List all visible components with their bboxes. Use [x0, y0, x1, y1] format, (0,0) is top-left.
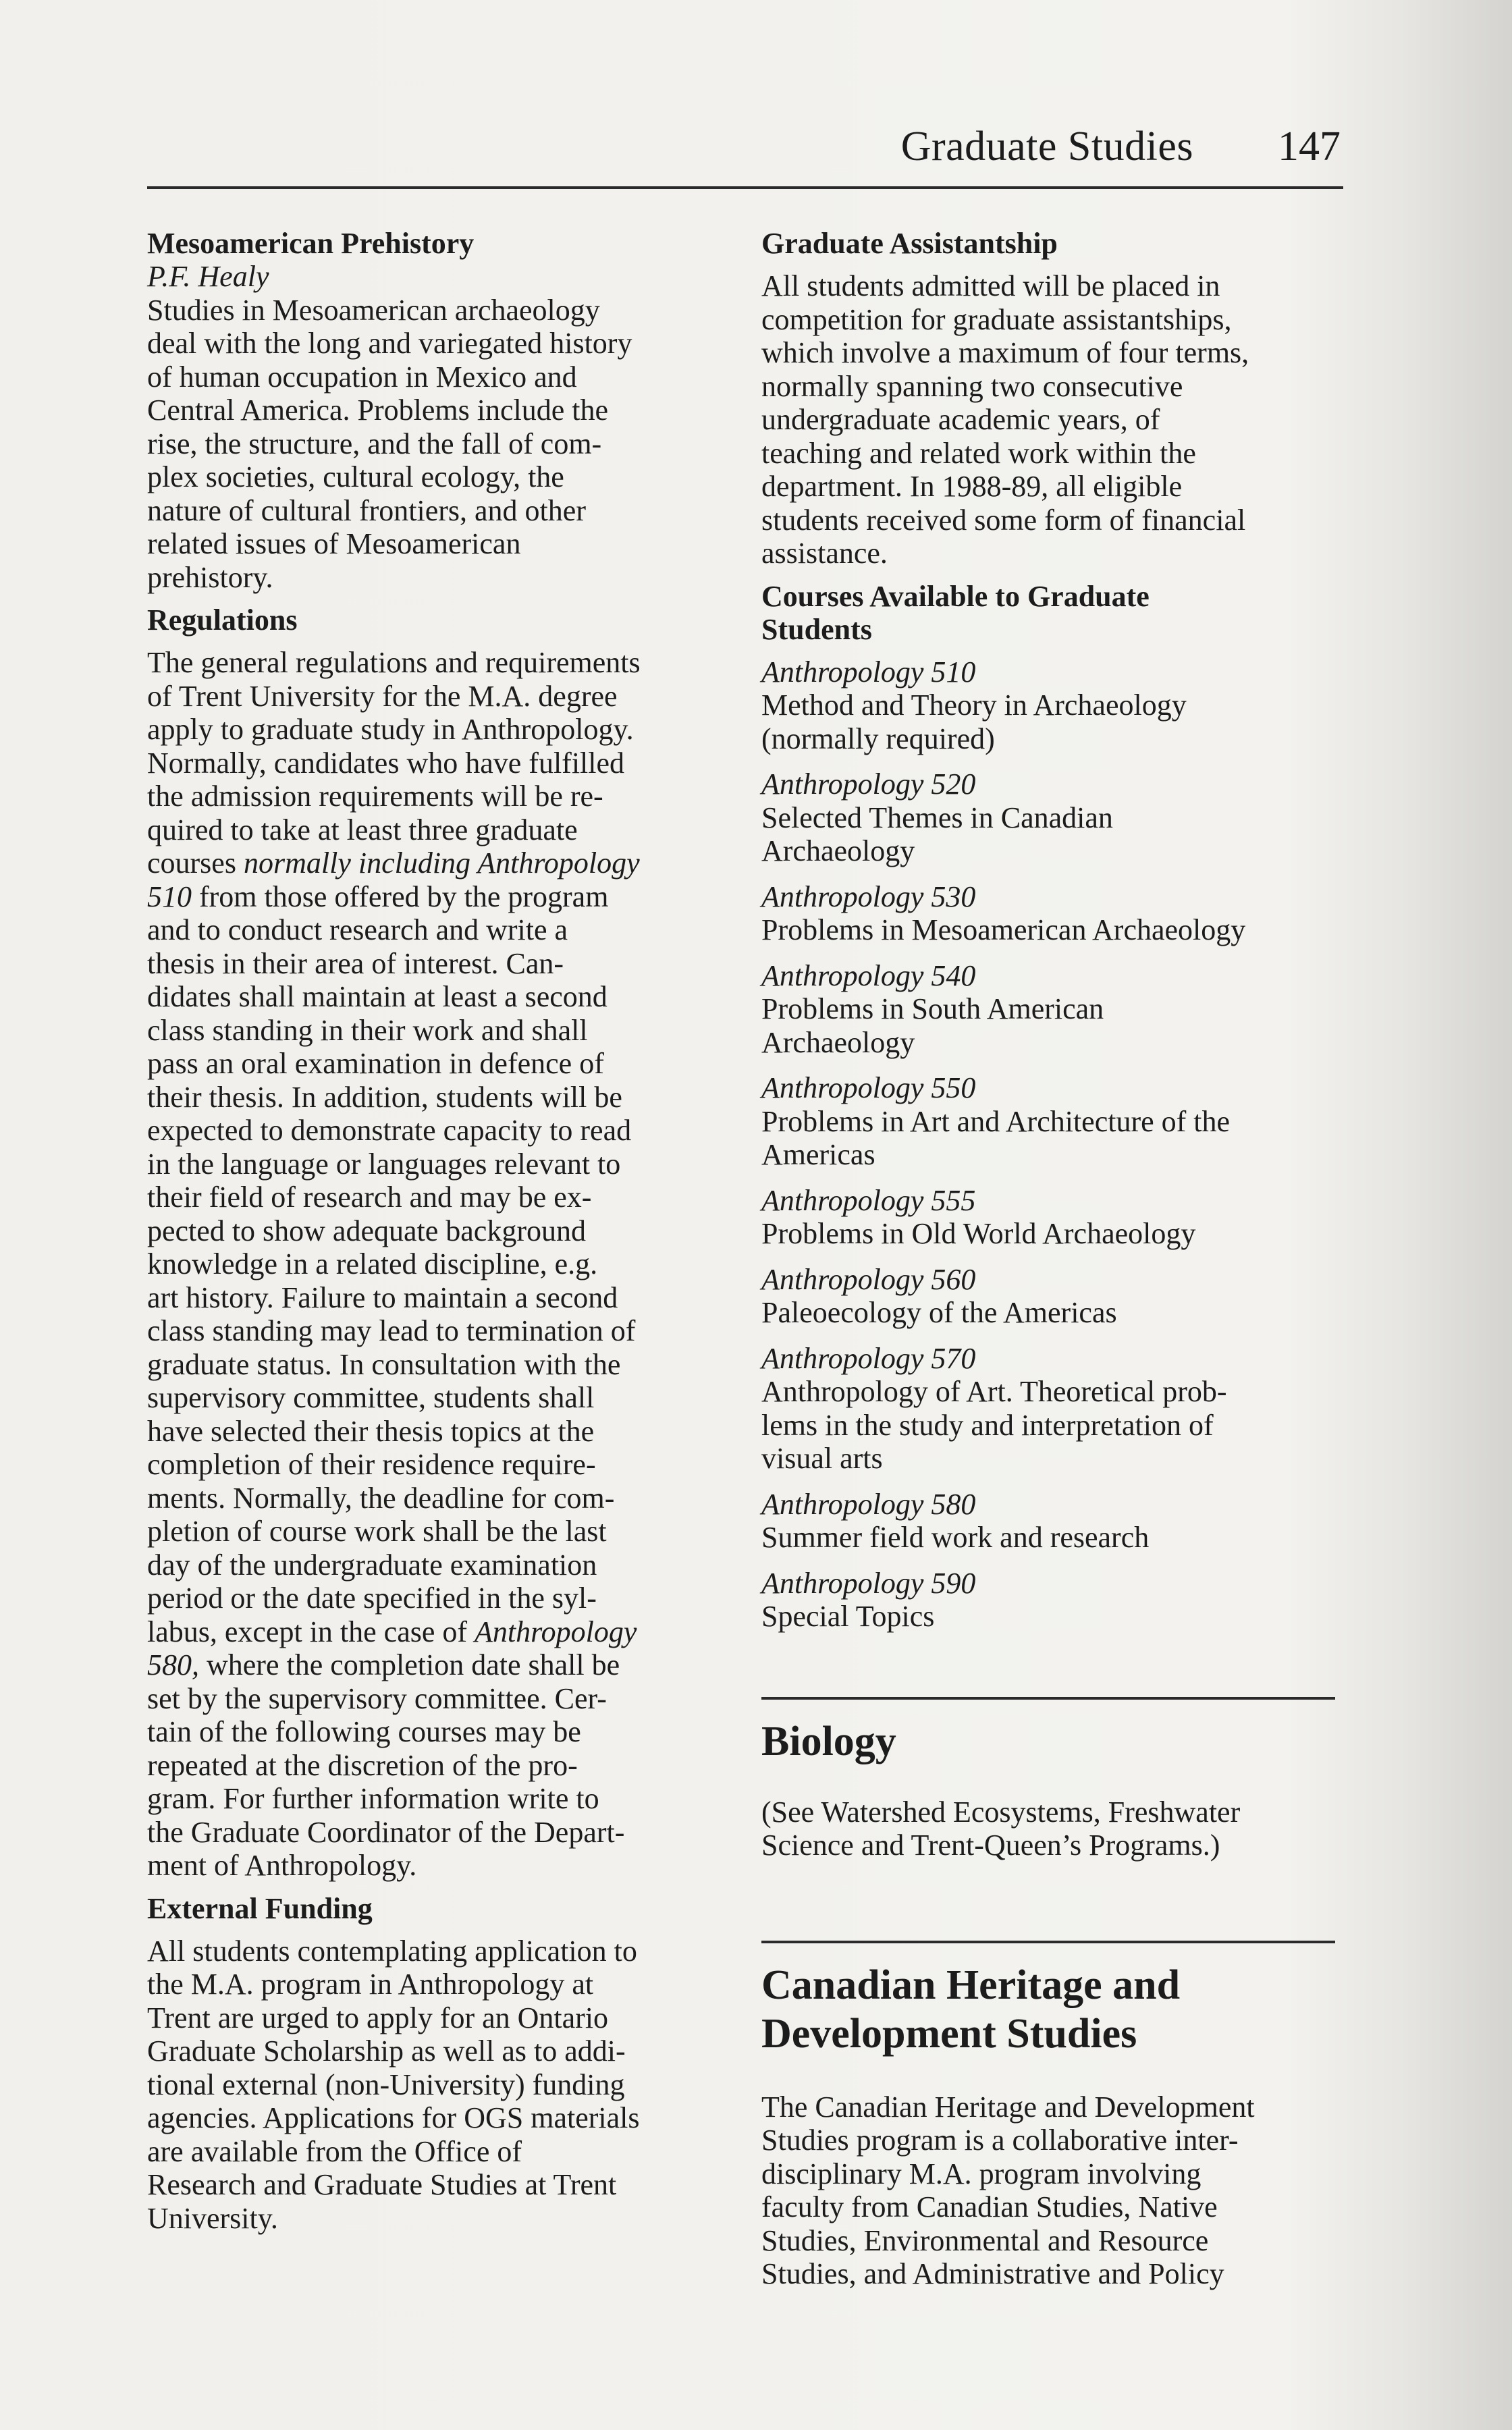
text-line: deal with the long and variegated history — [147, 327, 632, 360]
text-run: courses — [147, 846, 244, 880]
text-line: students received some form of financial — [761, 503, 1246, 537]
text-line: class standing may lead to termination of — [147, 1314, 636, 1347]
course-item — [761, 767, 1342, 868]
course-title: visual arts — [761, 1442, 883, 1475]
text-line: knowledge in a related discipline, e.g. — [147, 1247, 598, 1280]
text-line: pected to show adequate background — [147, 1214, 586, 1247]
section-heading-courses: Courses Available to Graduate — [761, 579, 1150, 613]
course-item — [761, 1184, 1342, 1251]
course-item — [761, 1567, 1342, 1634]
text-line: prehistory. — [147, 560, 273, 594]
text-run: from those offered by the program — [192, 880, 609, 913]
header-rule — [147, 186, 1343, 189]
text-line: plex societies, cultural ecology, the — [147, 460, 564, 493]
text-line — [147, 1648, 728, 1682]
section-title-heritage: Canadian Heritage and — [761, 1962, 1181, 2008]
running-head — [742, 116, 1350, 184]
text-line: repeated at the discretion of the pro- — [147, 1748, 578, 1782]
text-line: Normally, candidates who have fulfilled — [147, 746, 625, 780]
text-run: labus, except in the case of — [147, 1615, 475, 1648]
text-line: All students contemplating application to — [147, 1934, 637, 1968]
text-line: class standing in their work and shall — [147, 1013, 588, 1047]
assistantship-text — [761, 269, 1342, 570]
course-code: Anthropology 590 — [761, 1566, 976, 1600]
text-line: thesis in their area of interest. Can- — [147, 946, 564, 980]
text-line: set by the supervisory committee. Cer- — [147, 1681, 607, 1715]
course-item — [761, 1488, 1342, 1555]
text-line: teaching and related work within the — [761, 436, 1196, 470]
text-line: have selected their thesis topics at the — [147, 1414, 595, 1448]
regulations-text — [147, 646, 728, 1883]
running-head-title: Graduate Studies — [900, 124, 1193, 169]
course-item — [761, 1071, 1342, 1172]
course-code: Anthropology 555 — [761, 1183, 976, 1217]
text-line: gram. For further information write to — [147, 1782, 599, 1815]
mesoamerican-description — [147, 294, 728, 595]
text-line: faculty from Canadian Studies, Native — [761, 2190, 1218, 2223]
text-line — [147, 846, 728, 880]
text-line: supervisory committee, students shall — [147, 1381, 595, 1414]
text-line: normally spanning two consecutive — [761, 369, 1183, 403]
external-funding-text — [147, 1935, 728, 2236]
course-code: Anthropology 550 — [761, 1071, 976, 1104]
course-title: Problems in Old World Archaeology — [761, 1217, 1196, 1250]
text-line: Central America. Problems include the — [147, 394, 609, 427]
text-line: day of the undergraduate examination — [147, 1548, 597, 1582]
text-line: Studies program is a collaborative inter- — [761, 2124, 1239, 2157]
text-line: related issues of Mesoamerican — [147, 527, 521, 560]
course-item — [761, 959, 1342, 1060]
course-list — [761, 655, 1342, 1634]
text-line: the M.A. program in Anthropology at — [147, 1968, 594, 2001]
text-line: The Canadian Heritage and Development — [761, 2090, 1255, 2124]
course-title: (normally required) — [761, 722, 995, 755]
course-title: Problems in South American — [761, 992, 1104, 1025]
section-heading-graduate-assistantship: Graduate Assistantship — [761, 227, 1058, 260]
course-code: Anthropology 520 — [761, 767, 976, 801]
text-line: apply to graduate study in Anthropology. — [147, 713, 634, 746]
course-title: Problems in Art and Architecture of the — [761, 1104, 1231, 1138]
text-line: The general regulations and requirements — [147, 646, 641, 679]
page-number: 147 — [1278, 124, 1341, 169]
text-line: All students admitted will be placed in — [761, 269, 1220, 302]
text-line: agencies. Applications for OGS materials — [147, 2101, 640, 2134]
course-title: lems in the study and interpretation of — [761, 1408, 1214, 1442]
text-line: pass an oral examination in defence of — [147, 1047, 604, 1080]
text-line: Studies in Mesoamerican archaeology — [147, 293, 600, 327]
text-line: their thesis. In addition, students will be — [147, 1080, 622, 1114]
course-title: Summer field work and research — [761, 1521, 1150, 1554]
text-line: Graduate Scholarship as well as to addi- — [147, 2034, 626, 2068]
text-line: Trent are urged to apply for an Ontario — [147, 2001, 609, 2034]
course-code: Anthropology 540 — [761, 959, 976, 992]
text-line: Studies, and Administrative and Policy — [761, 2257, 1224, 2290]
course-code: Anthropology 570 — [761, 1341, 976, 1375]
text-line — [147, 1615, 728, 1649]
text-line: Research and Graduate Studies at Trent — [147, 2168, 617, 2201]
course-code: Anthropology 560 — [761, 1262, 976, 1296]
text-line: completion of their residence require- — [147, 1448, 596, 1481]
section-heading-regulations: Regulations — [147, 603, 298, 637]
text-line: period or the date specified in the syl- — [147, 1582, 597, 1615]
italic-text-run: Anthropology — [475, 1615, 637, 1648]
course-title: Archaeology — [761, 834, 915, 867]
text-line: the Graduate Coordinator of the Depart- — [147, 1815, 625, 1849]
course-title: Americas — [761, 1138, 875, 1171]
section-heading-courses-cont: Students — [761, 612, 872, 646]
course-item — [761, 1342, 1342, 1476]
text-line: pletion of course work shall be the last — [147, 1515, 607, 1548]
text-line: competition for graduate assistantships, — [761, 302, 1232, 336]
italic-text-run: 580, — [147, 1648, 199, 1681]
text-line: expected to demonstrate capacity to read — [147, 1114, 632, 1147]
text-line: assistance. — [761, 537, 888, 570]
text-line: didates shall maintain at least a second — [147, 980, 608, 1013]
text-line: and to conduct research and write a — [147, 913, 568, 946]
instructor-name: P.F. Healy — [147, 260, 269, 293]
text-run: where the completion date shall be — [199, 1648, 620, 1681]
text-line: University. — [147, 2201, 278, 2235]
text-line: rise, the structure, and the fall of com- — [147, 427, 602, 460]
course-title: Method and Theory in Archaeology — [761, 688, 1187, 722]
text-line: ments. Normally, the deadline for com- — [147, 1481, 615, 1515]
text-line: art history. Failure to maintain a second — [147, 1280, 618, 1314]
course-title: Special Topics — [761, 1600, 935, 1633]
text-line: in the language or languages relevant to — [147, 1147, 621, 1181]
text-line: of human occupation in Mexico and — [147, 360, 577, 394]
text-line — [147, 880, 728, 914]
course-item — [761, 880, 1342, 947]
course-item — [761, 655, 1342, 756]
text-line: quired to take at least three graduate — [147, 813, 578, 846]
biology-text — [761, 1796, 1342, 1862]
text-line: disciplinary M.A. program involving — [761, 2157, 1202, 2190]
text-line: which involve a maximum of four terms, — [761, 336, 1249, 369]
text-line: (See Watershed Ecosystems, Freshwater — [761, 1795, 1241, 1829]
text-line: undergraduate academic years, of — [761, 403, 1160, 436]
course-code: Anthropology 510 — [761, 655, 976, 688]
right-column — [761, 227, 1342, 2291]
course-code: Anthropology 530 — [761, 880, 976, 913]
text-line: are available from the Office of — [147, 2134, 522, 2168]
course-item — [761, 1263, 1342, 1330]
section-heading-mesoamerican: Mesoamerican Prehistory — [147, 227, 475, 260]
course-title: Paleoecology of the Americas — [761, 1296, 1117, 1329]
text-line: department. In 1988-89, all eligible — [761, 470, 1183, 503]
course-title: Archaeology — [761, 1025, 915, 1059]
text-line: ment of Anthropology. — [147, 1849, 417, 1882]
italic-text-run: 510 — [147, 880, 192, 913]
text-line: tain of the following courses may be — [147, 1715, 581, 1748]
course-title: Anthropology of Art. Theoretical prob- — [761, 1375, 1227, 1408]
course-title: Problems in Mesoamerican Archaeology — [761, 913, 1246, 946]
course-title: Selected Themes in Canadian — [761, 801, 1113, 834]
text-line: nature of cultural frontiers, and other — [147, 493, 586, 527]
section-heading-external-funding: External Funding — [147, 1891, 373, 1925]
text-line: their field of research and may be ex- — [147, 1181, 592, 1214]
text-line: Science and Trent-Queen’s Programs.) — [761, 1829, 1220, 1862]
course-code: Anthropology 580 — [761, 1487, 976, 1521]
heritage-text — [761, 2090, 1342, 2291]
text-line: of Trent University for the M.A. degree — [147, 679, 618, 713]
text-line: Studies, Environmental and Resource — [761, 2223, 1209, 2257]
left-column — [147, 227, 728, 2235]
italic-text-run: normally including Anthropology — [243, 846, 640, 880]
section-title-biology: Biology — [761, 1718, 896, 1764]
text-line: tional external (non-University) funding — [147, 2068, 625, 2101]
text-line: graduate status. In consultation with the — [147, 1347, 621, 1381]
section-title-heritage-cont: Development Studies — [761, 2010, 1137, 2057]
text-line: the admission requirements will be re- — [147, 780, 603, 813]
